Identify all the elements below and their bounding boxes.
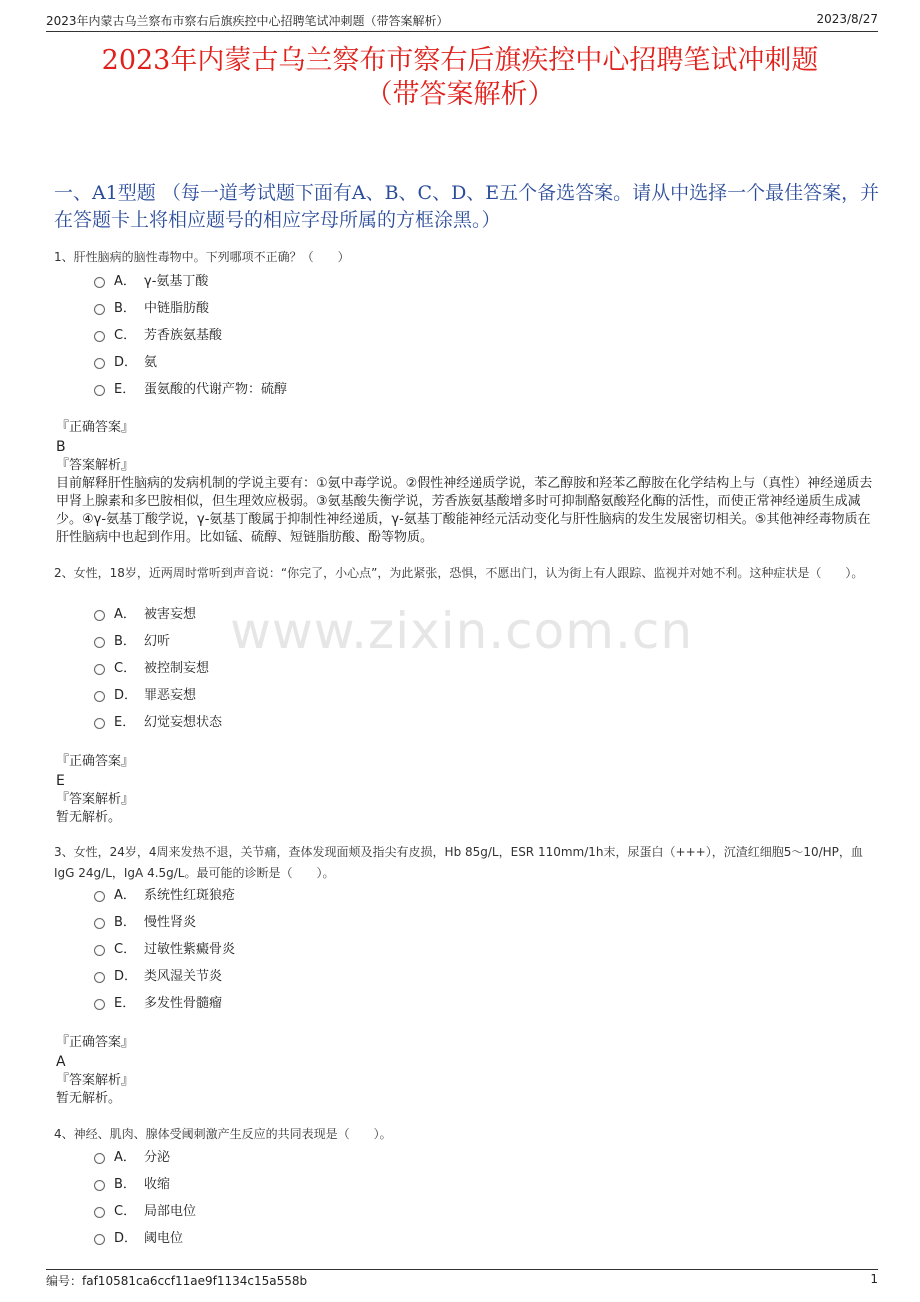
option-b[interactable]: B． 幻听: [94, 626, 222, 653]
radio-icon[interactable]: [94, 918, 105, 929]
title-line-1: 2023年内蒙古乌兰察布市察右后旗疾控中心招聘笔试冲刺题: [101, 45, 819, 76]
page-number: 1: [870, 1272, 878, 1286]
answer-block: [56, 753, 878, 827]
analysis-label: 『答案解析』: [56, 792, 135, 807]
option-a[interactable]: A． 系统性红斑狼疮: [94, 880, 235, 907]
options-list: [94, 266, 287, 401]
option-a[interactable]: A． 分泌: [94, 1142, 196, 1169]
option-c[interactable]: C． 芳香族氨基酸: [94, 320, 287, 347]
document-title: [0, 44, 920, 112]
correct-answer-label: 『正确答案』: [56, 1035, 135, 1050]
page-footer: [46, 1272, 878, 1289]
radio-icon[interactable]: [94, 945, 105, 956]
radio-icon[interactable]: [94, 610, 105, 621]
answer-block: [56, 1034, 878, 1108]
analysis-label: 『答案解析』: [56, 458, 135, 473]
radio-icon[interactable]: [94, 331, 105, 342]
radio-icon[interactable]: [94, 385, 105, 396]
header-date: 2023/8/27: [816, 12, 878, 26]
option-e[interactable]: E． 多发性骨髓瘤: [94, 988, 235, 1015]
option-e[interactable]: E． 蛋氨酸的代谢产物：硫醇: [94, 374, 287, 401]
section-heading: 一、A1型题 （每一道考试题下面有A、B、C、D、E五个备选答案。请从中选择一个最佳答案，并在答题卡上将相应题号的相应字母所属的方框涂黑。）: [54, 182, 880, 231]
option-e[interactable]: E． 幻觉妄想状态: [94, 707, 222, 734]
option-c[interactable]: C． 过敏性紫癜骨炎: [94, 934, 235, 961]
correct-answer: B: [56, 439, 66, 455]
question-stem: 4、神经、肌肉、腺体受阈刺激产生反应的共同表现是（ ）。: [54, 1127, 392, 1141]
radio-icon[interactable]: [94, 358, 105, 369]
radio-icon[interactable]: [94, 891, 105, 902]
radio-icon[interactable]: [94, 1234, 105, 1245]
option-d[interactable]: D． 类风湿关节炎: [94, 961, 235, 988]
title-line-2: （带答案解析）: [365, 79, 555, 110]
correct-answer-label: 『正确答案』: [56, 420, 135, 435]
answer-block: [56, 419, 878, 547]
option-b[interactable]: B． 收缩: [94, 1169, 196, 1196]
radio-icon[interactable]: [94, 999, 105, 1010]
analysis-text: 目前解释肝性脑病的发病机制的学说主要有：①氨中毒学说。②假性神经递质学说，苯乙醇胺和羟苯乙醇胺在化学结构上与（真性）神经递质去甲肾上腺素和多巴胺相似，但生理效应极弱。③氨基酸失衡学说，芳香族氨基酸增多时可抑制酪氨酸羟化酶的活性，而使正常神经递质生成减少。④γ-氨基丁酸学说，γ-氨基丁酸属于抑制性神经递质，γ-氨基丁酸能神经元活动变化与肝性脑病的发生发展密切相关。⑤其他神经毒物质在肝性脑病中也起到作用。比如锰、硫醇、短链脂肪酸、酚等物质。: [56, 476, 873, 545]
option-d[interactable]: D． 阈电位: [94, 1223, 196, 1250]
options-list: [94, 1142, 196, 1250]
radio-icon[interactable]: [94, 1207, 105, 1218]
radio-icon[interactable]: [94, 664, 105, 675]
analysis-text: 暂无解析。: [56, 1091, 122, 1106]
radio-icon[interactable]: [94, 718, 105, 729]
header-title: 2023年内蒙古乌兰察布市察右后旗疾控中心招聘笔试冲刺题（带答案解析）: [46, 14, 449, 28]
option-d[interactable]: D． 罪恶妄想: [94, 680, 222, 707]
document-code: 编号：faf10581ca6ccf11ae9f1134c15a558b: [46, 1274, 308, 1288]
options-list: [94, 880, 235, 1015]
header-divider: [46, 31, 878, 32]
question-stem: 1、肝性脑病的脑性毒物中。下列哪项不正确？（ ）: [54, 250, 350, 264]
correct-answer-label: 『正确答案』: [56, 754, 135, 769]
radio-icon[interactable]: [94, 304, 105, 315]
option-c[interactable]: C． 被控制妄想: [94, 653, 222, 680]
question-stem: 2、女性，18岁，近两周时常听到声音说：“你完了，小心点”，为此紧张，恐惧，不愿出门，认为街上有人跟踪、监视并对她不利。这种症状是（ ）。: [54, 566, 864, 580]
option-c[interactable]: C． 局部电位: [94, 1196, 196, 1223]
option-b[interactable]: B． 慢性肾炎: [94, 907, 235, 934]
radio-icon[interactable]: [94, 691, 105, 702]
radio-icon[interactable]: [94, 1153, 105, 1164]
page-header: [46, 12, 878, 30]
question-stem: 3、女性，24岁，4周来发热不退，关节痛，查体发现面颊及指尖有皮损，Hb 85g/L，ESR 110mm/1h末，尿蛋白（+++），沉渣红细胞5～10/HP，血IgG 24g/L，IgA 4.5g/L。最可能的诊断是（ ）。: [54, 845, 863, 880]
options-list: [94, 599, 222, 734]
radio-icon[interactable]: [94, 637, 105, 648]
analysis-label: 『答案解析』: [56, 1073, 135, 1088]
analysis-text: 暂无解析。: [56, 810, 122, 825]
correct-answer: A: [56, 1054, 66, 1070]
radio-icon[interactable]: [94, 1180, 105, 1191]
option-b[interactable]: B． 中链脂肪酸: [94, 293, 287, 320]
footer-divider: [46, 1269, 878, 1270]
radio-icon[interactable]: [94, 277, 105, 288]
option-a[interactable]: A． 被害妄想: [94, 599, 222, 626]
option-a[interactable]: A． γ-氨基丁酸: [94, 266, 287, 293]
watermark: www.zixin.com.cn: [230, 602, 694, 660]
option-d[interactable]: D． 氨: [94, 347, 287, 374]
correct-answer: E: [56, 773, 65, 789]
radio-icon[interactable]: [94, 972, 105, 983]
